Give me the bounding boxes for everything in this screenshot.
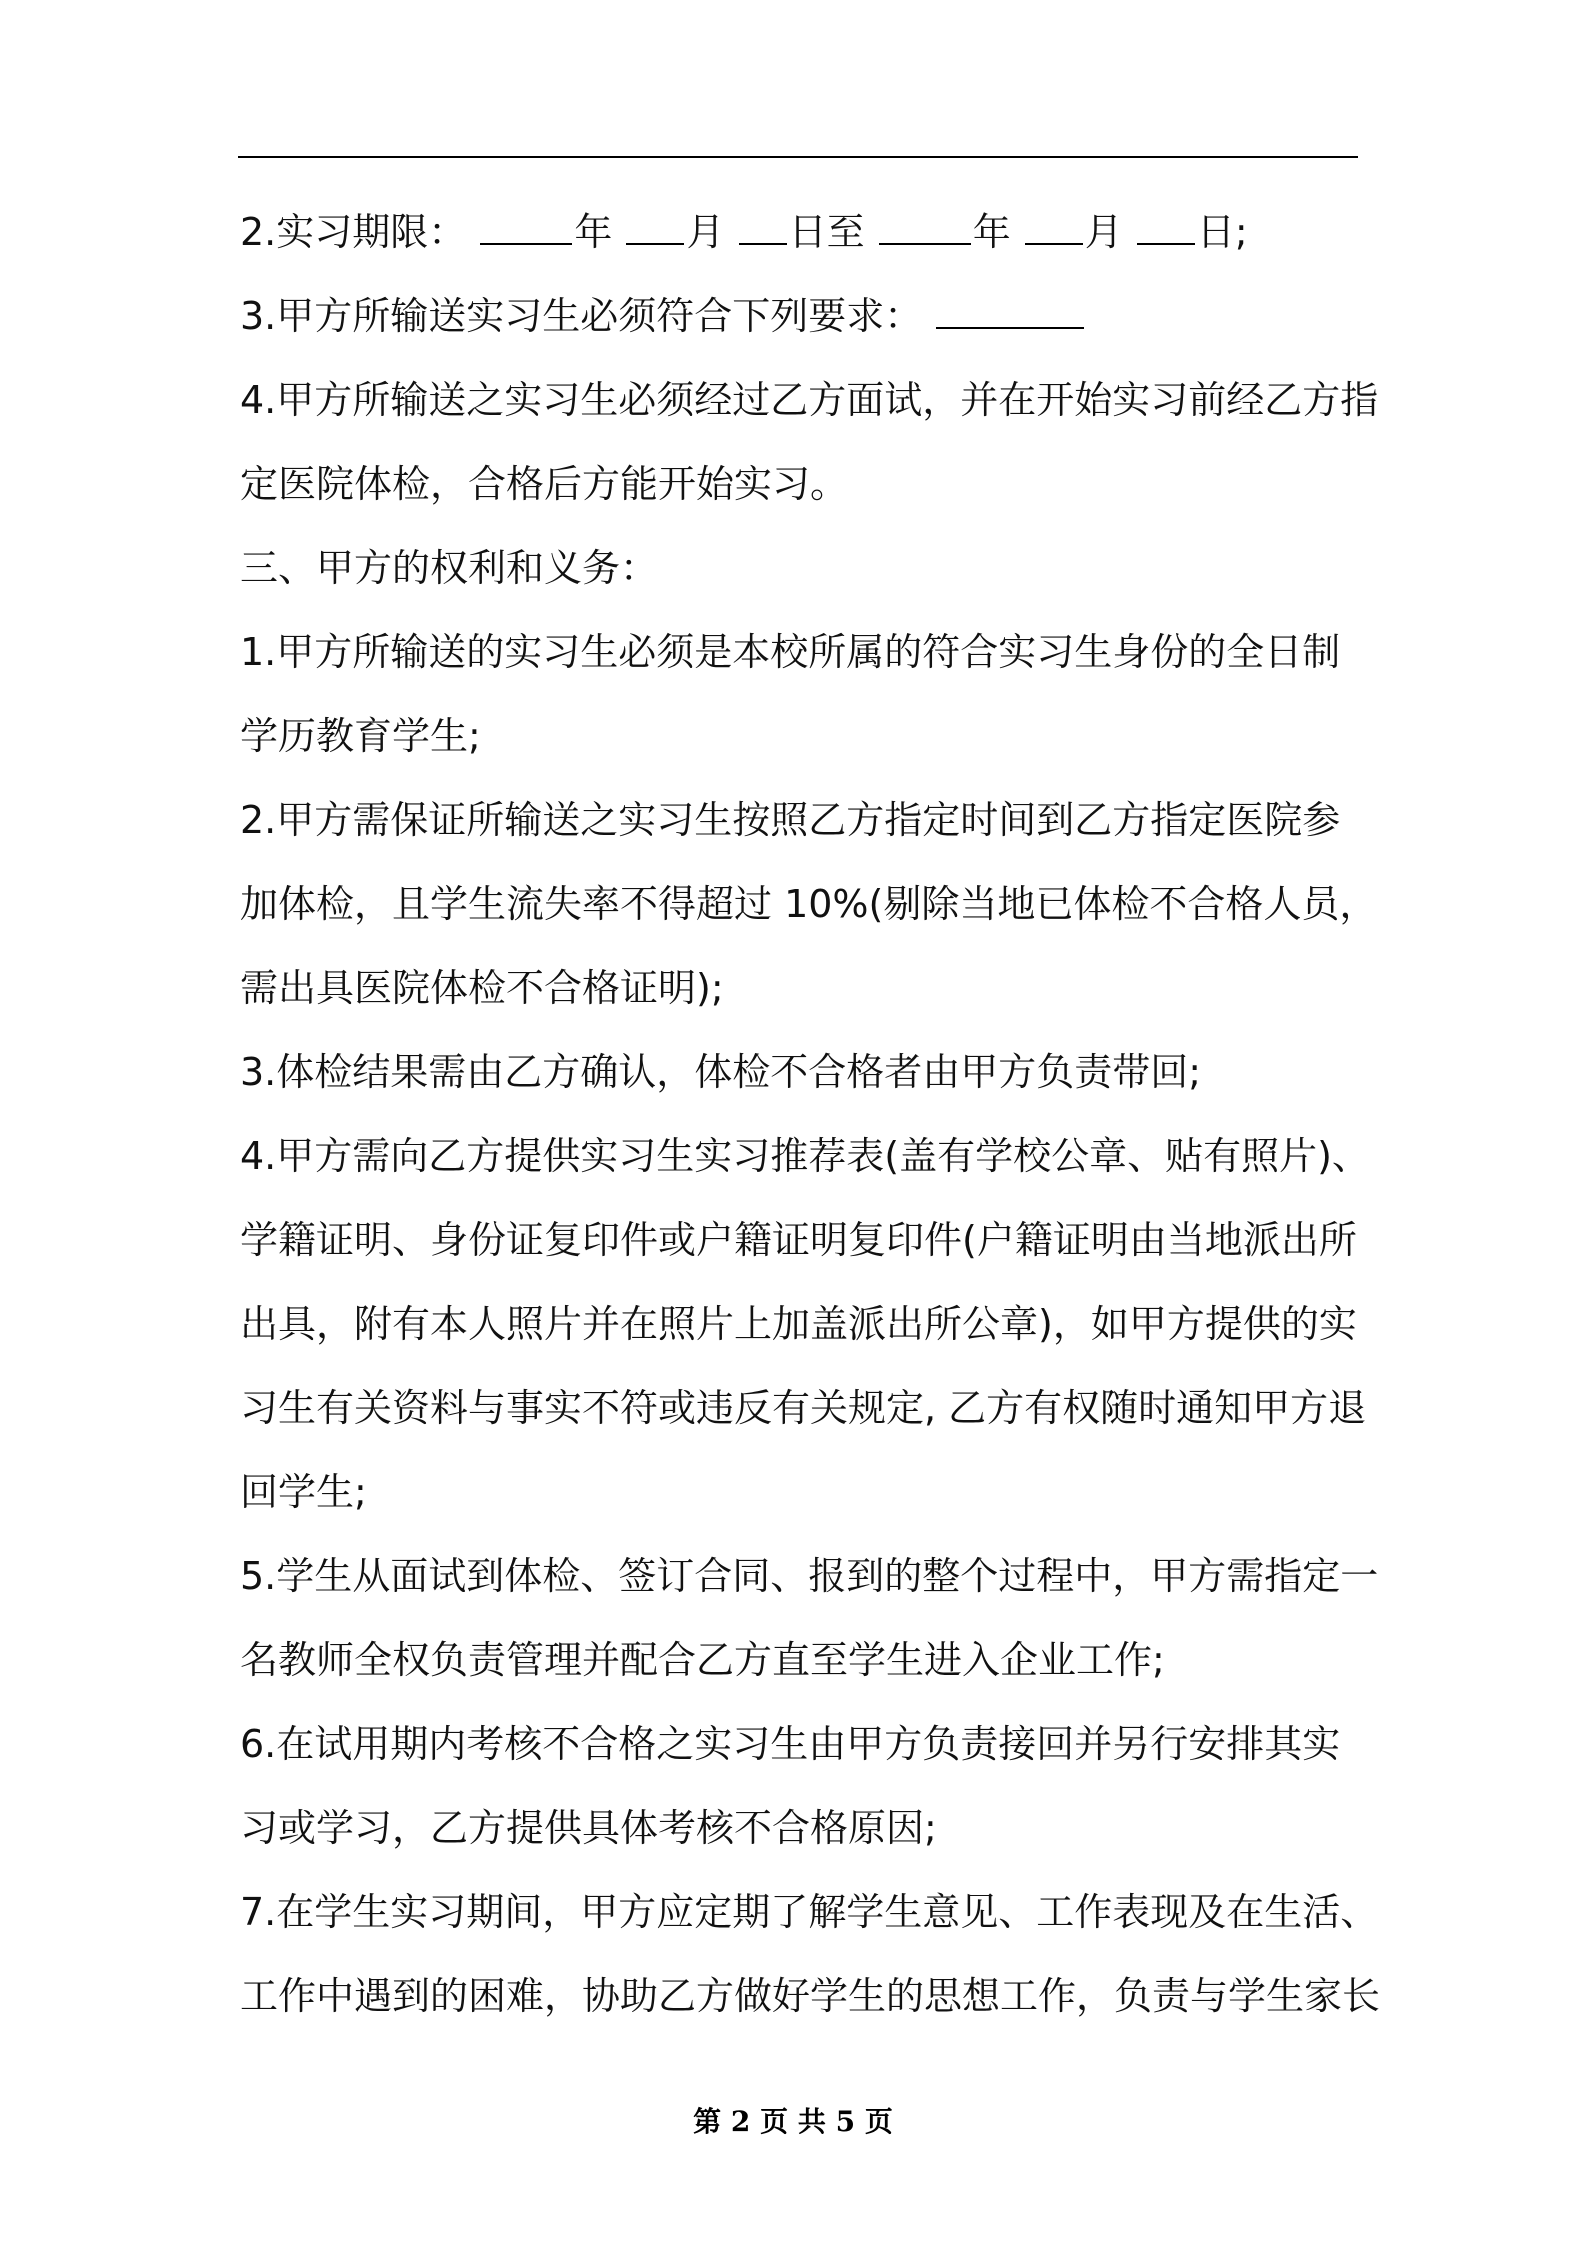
text-line: 加体检，且学生流失率不得超过 10%(剔除当地已体检不合格人员， (240, 882, 1378, 926)
end-year-blank (879, 213, 971, 245)
text-line: 工作中遇到的困难，协助乙方做好学生的思想工作，负责与学生家长 (240, 1974, 1381, 2018)
text-line: 6.在试用期内考核不合格之实习生由甲方负责接回并另行安排其实 (240, 1722, 1341, 1766)
month-unit: 月 (686, 210, 725, 254)
text-line: 3.体检结果需由乙方确认，体检不合格者由甲方负责带回; (240, 1050, 1202, 1094)
text-line: 出具，附有本人照片并在照片上加盖派出所公章)，如甲方提供的实 (240, 1302, 1357, 1346)
start-month-blank (626, 213, 684, 245)
header-rule (238, 156, 1358, 158)
month-unit: 月 (1084, 210, 1123, 254)
page-number-footer: 第 2 页 共 5 页 (693, 2105, 893, 2138)
day-to-unit: 日至 (788, 210, 865, 254)
year-unit: 年 (972, 210, 1011, 254)
text-line: 1.甲方所输送的实习生必须是本校所属的符合实习生身份的全日制 (240, 630, 1341, 674)
text-line: 需出具医院体检不合格证明); (240, 966, 724, 1010)
text-line: 5.学生从面试到体检、签订合同、报到的整个过程中，甲方需指定一 (240, 1554, 1379, 1598)
year-unit: 年 (574, 210, 613, 254)
document-body (240, 190, 1381, 2038)
text-line: 4.甲方所输送之实习生必须经过乙方面试，并在开始实习前经乙方指 (240, 378, 1379, 422)
clause-text: 2.实习期限： (240, 210, 467, 254)
requirements-blank (936, 297, 1084, 329)
start-year-blank (480, 213, 572, 245)
text-line: 名教师全权负责管理并配合乙方直至学生进入企业工作; (240, 1638, 1165, 1682)
text-line: 习或学习，乙方提供具体考核不合格原因; (240, 1806, 937, 1850)
text-line: 学籍证明、身份证复印件或户籍证明复印件(户籍证明由当地派出所 (240, 1218, 1357, 1262)
text-line: 定医院体检，合格后方能开始实习。 (240, 462, 849, 506)
text-line: 回学生; (240, 1470, 367, 1514)
end-month-blank (1025, 213, 1083, 245)
section-heading: 三、甲方的权利和义务： (240, 546, 659, 590)
text-line: 4.甲方需向乙方提供实习生实习推荐表(盖有学校公章、贴有照片)、 (240, 1134, 1370, 1178)
day-end-unit: 日; (1196, 210, 1248, 254)
end-day-blank (1137, 213, 1195, 245)
text-line: 学历教育学生; (240, 714, 481, 758)
text-line: 2.甲方需保证所输送之实习生按照乙方指定时间到乙方指定医院参 (240, 798, 1341, 842)
start-day-blank (739, 213, 787, 245)
text-line: 习生有关资料与事实不符或违反有关规定, 乙方有权随时通知甲方退 (240, 1386, 1367, 1430)
text-line: 7.在学生实习期间，甲方应定期了解学生意见、工作表现及在生活、 (240, 1890, 1379, 1934)
clause-internship-period (240, 190, 1360, 274)
clause-requirements (240, 274, 1360, 358)
clause-text: 3.甲方所输送实习生必须符合下列要求： (240, 294, 923, 338)
